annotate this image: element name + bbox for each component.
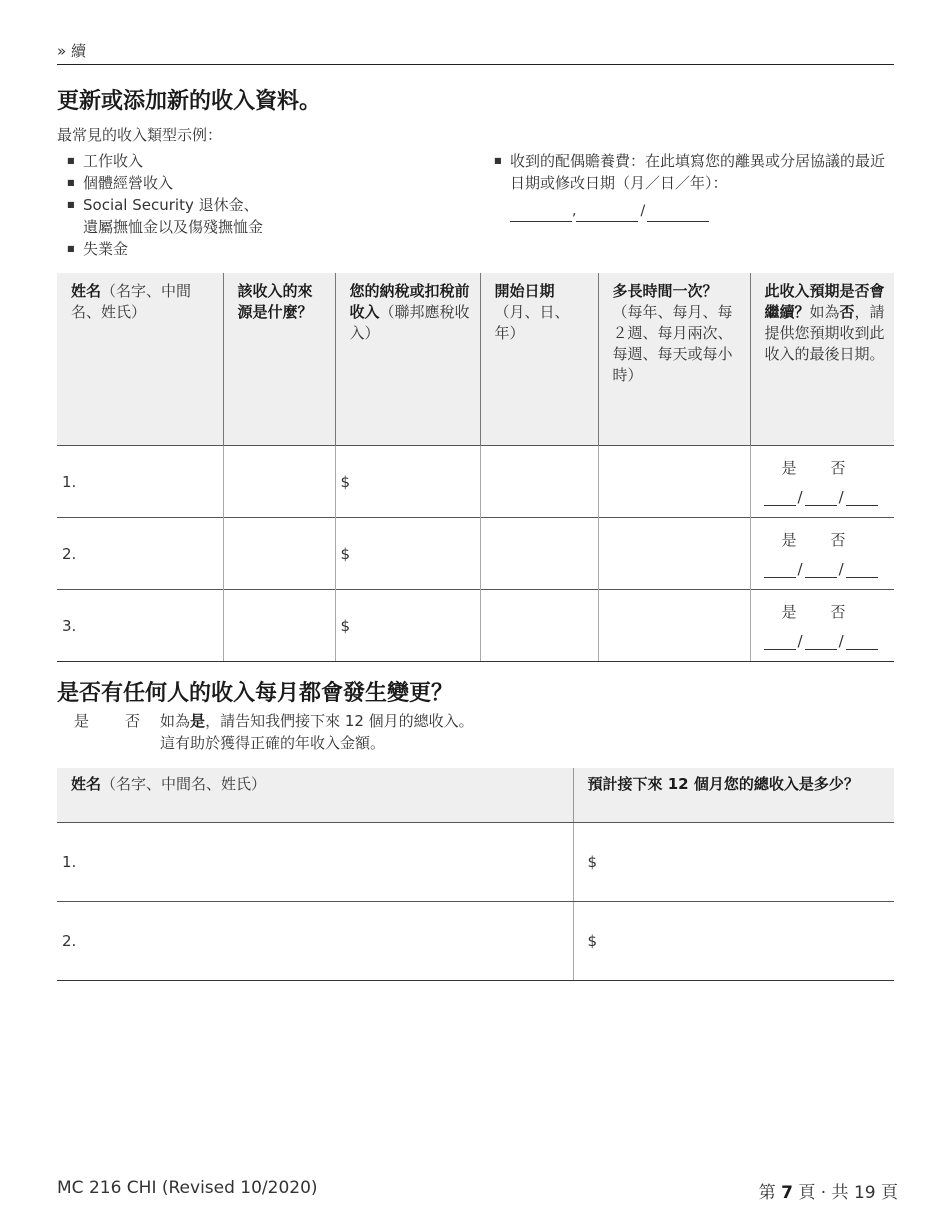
start-date-cell[interactable] [480, 518, 598, 590]
continue-cell [750, 518, 894, 590]
frequency-cell[interactable] [598, 590, 750, 662]
table-row [57, 518, 894, 590]
section1-title: 更新或添加新的收入資料。 [57, 89, 322, 114]
col-header-name: 姓名（名字、中間名、姓氏） [57, 273, 223, 446]
date-month-field[interactable] [510, 207, 572, 222]
end-date-fields[interactable]: / / [756, 632, 894, 650]
row-number[interactable]: 2. [57, 518, 223, 590]
table-row [57, 446, 894, 518]
yes-option[interactable]: 是 [74, 712, 90, 730]
end-date-fields[interactable]: / / [756, 560, 894, 578]
no-option[interactable]: 否 [830, 603, 846, 621]
total-income-cell[interactable]: $ [573, 823, 894, 902]
row-number[interactable]: 1. [57, 446, 223, 518]
monthly-change-question: 是 否 如為是，請告知我們接下來 12 個月的總收入。 這有助於獲得正確的年收入金額。 [74, 712, 474, 752]
spousal-support-text: ■ 收到的配偶贍養費：在此填寫您的離異或分居協議的最近日期或修改日期（月／日／年）： [494, 150, 894, 194]
col-header-source: 該收入的來源是什麼？ [223, 273, 335, 446]
income-cell[interactable]: $ [335, 590, 480, 662]
name-cell[interactable]: 2. [57, 902, 573, 981]
yes-option[interactable]: 是 [781, 603, 797, 621]
page-number: 第 7 頁 · 共 19 頁 [758, 1183, 898, 1203]
yes-option[interactable]: 是 [781, 531, 797, 549]
table-row [57, 902, 894, 981]
end-date-fields[interactable]: / / [756, 488, 894, 506]
col-header-name: 姓名（名字、中間名、姓氏） [57, 768, 573, 823]
col-header-frequency: 多長時間一次？ （每年、每月、每２週、每月兩次、每週、每天或每小時） [598, 273, 750, 446]
date-day-field[interactable] [576, 207, 638, 222]
col-header-income: 您的納稅或扣稅前收入（聯邦應稅收入） [335, 273, 480, 446]
source-cell[interactable] [223, 518, 335, 590]
no-option[interactable]: 否 [830, 531, 846, 549]
section1-subtitle: 最常見的收入類型示例： [57, 126, 223, 144]
income-cell[interactable]: $ [335, 518, 480, 590]
annual-income-table [57, 768, 894, 981]
continued-label: » 續 [57, 42, 86, 60]
no-option[interactable]: 否 [125, 712, 141, 730]
table-row [57, 590, 894, 662]
top-divider [57, 64, 894, 65]
col-header-total-income: 預計接下來 12 個月您的總收入是多少？ [573, 768, 894, 823]
income-cell[interactable]: $ [335, 446, 480, 518]
example-item: ■ 工作收入 [67, 150, 263, 172]
start-date-cell[interactable] [480, 590, 598, 662]
table-row [57, 823, 894, 902]
frequency-cell[interactable] [598, 446, 750, 518]
monthly-change-note: 這有助於獲得正確的年收入金額。 [160, 734, 386, 752]
example-item: ■ 個體經營收入 [67, 172, 263, 194]
frequency-cell[interactable] [598, 518, 750, 590]
source-cell[interactable] [223, 446, 335, 518]
example-item: ■ Social Security 退休金、 遺屬撫恤金以及傷殘撫恤金 [67, 194, 263, 238]
spousal-date-fields: , / [494, 200, 894, 222]
col-header-continue: 此收入預期是否會繼續？如為否，請提供您預期收到此收入的最後日期。 [750, 273, 894, 446]
spousal-support-block [494, 150, 894, 222]
income-examples-list [67, 150, 263, 260]
form-id: MC 216 CHI (Revised 10/2020) [57, 1178, 318, 1198]
section2-title: 是否有任何人的收入每月都會發生變更？ [57, 681, 454, 706]
row-number[interactable]: 3. [57, 590, 223, 662]
income-table [57, 273, 894, 662]
col-header-start-date: 開始日期 （月、日、年） [480, 273, 598, 446]
example-item: ■ 失業金 [67, 238, 263, 260]
source-cell[interactable] [223, 590, 335, 662]
continue-cell [750, 590, 894, 662]
date-year-field[interactable] [647, 207, 709, 222]
start-date-cell[interactable] [480, 446, 598, 518]
name-cell[interactable]: 1. [57, 823, 573, 902]
total-income-cell[interactable]: $ [573, 902, 894, 981]
no-option[interactable]: 否 [830, 459, 846, 477]
yes-option[interactable]: 是 [781, 459, 797, 477]
continue-cell [750, 446, 894, 518]
